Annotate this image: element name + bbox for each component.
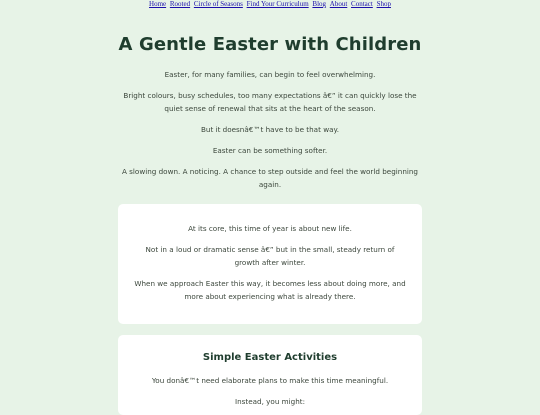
card-paragraph: Not in a loud or dramatic sense â€” but in the small, steady return of growth after winter.	[145, 245, 395, 267]
nav-link-home[interactable]: Home	[149, 0, 167, 8]
card-paragraph: When we approach Easter this way, it becomes less about doing more, and more about experiencing what is already there.	[134, 279, 406, 301]
intro-section	[118, 68, 422, 199]
nav-link-about[interactable]: About	[329, 0, 348, 8]
nav-link-find-your-curriculum[interactable]: Find Your Curriculum	[246, 0, 309, 8]
intro-paragraph: Easter, for many families, can begin to feel overwhelming.	[164, 70, 376, 79]
intro-paragraph: A slowing down. A noticing. A chance to step outside and feel the world beginning again.	[121, 167, 418, 189]
card-paragraph: You donâ€™t need elaborate plans to make this time meaningful.	[151, 376, 389, 385]
intro-paragraph: Easter can be something softer.	[212, 146, 328, 155]
nav-link-circle-of-seasons[interactable]: Circle of Seasons	[193, 0, 243, 8]
card-paragraph: At its core, this time of year is about new life.	[188, 224, 352, 233]
intro-paragraph: But it doesnâ€™t have to be that way.	[200, 125, 339, 134]
nav-link-blog[interactable]: Blog	[312, 0, 327, 8]
page-title: A Gentle Easter with Children	[118, 34, 422, 55]
intro-paragraph: Bright colours, busy schedules, too many expectations â€” it can quickly lose the quiet sense of renewal that sits at the heart of the season.	[123, 91, 417, 113]
activities-heading: Simple Easter Activities	[202, 352, 338, 363]
nav-link-contact[interactable]: Contact	[351, 0, 373, 8]
nav-link-shop[interactable]: Shop	[376, 0, 391, 8]
new-life-card	[118, 204, 422, 324]
top-nav	[0, 0, 540, 14]
activities-card	[118, 335, 422, 415]
nav-link-rooted[interactable]: Rooted	[169, 0, 191, 8]
card-paragraph: Instead, you might:	[234, 397, 306, 406]
